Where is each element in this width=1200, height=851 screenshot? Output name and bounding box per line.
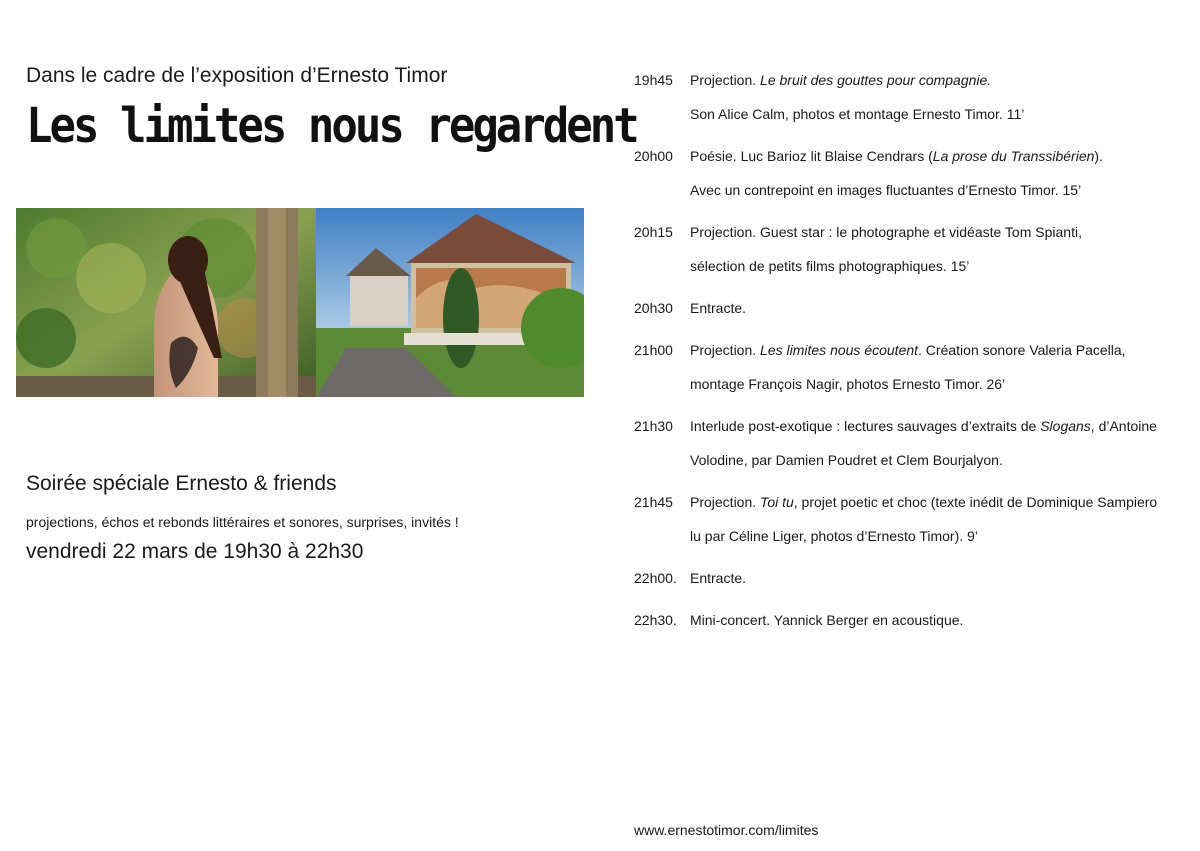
program-text: . Création sonore Valeria Pacella,	[918, 342, 1126, 358]
program-description	[690, 333, 1164, 401]
program-title-italic: Slogans	[1040, 418, 1091, 434]
program-description-line	[690, 63, 1164, 97]
program-text: Projection. Guest star : le photographe et vidéaste Tom Spianti,	[690, 224, 1082, 240]
program-text: Avec un contrepoint en images fluctuantes d’Ernesto Timor. 15’	[690, 182, 1082, 198]
soiree-date: vendredi 22 mars de 19h30 à 22h30	[26, 540, 364, 563]
intro-text: Dans le cadre de l’exposition d’Ernesto Timor	[26, 64, 448, 87]
program-text: Projection.	[690, 494, 761, 510]
program-text: ).	[1094, 148, 1103, 164]
program-title-italic: Les limites nous écoutent	[760, 342, 919, 358]
exhibition-title: Les limites nous regardent	[26, 98, 637, 155]
program-description	[690, 603, 1164, 637]
program-title-italic: Toi tu	[760, 494, 794, 510]
program-text: Mini-concert. Yannick Berger en acoustique.	[690, 612, 964, 628]
website-url[interactable]: www.ernestotimor.com/limites	[634, 822, 819, 838]
program-text: Volodine, par Damien Poudret et Clem Bourjalyon.	[690, 452, 1003, 468]
soiree-subtitle: projections, échos et rebonds littéraires et sonores, surprises, invités !	[26, 514, 459, 530]
program-time: 22h00.	[634, 570, 677, 586]
program-item	[634, 485, 1164, 553]
program-time: 20h30	[634, 300, 673, 316]
program-text: Interlude post-exotique : lectures sauvages d’extraits de	[690, 418, 1041, 434]
program-description	[690, 561, 1164, 595]
program-description-line	[690, 603, 1164, 637]
program-time: 19h45	[634, 72, 673, 88]
program-item	[634, 603, 1164, 637]
program-description	[690, 215, 1164, 283]
program-description	[690, 409, 1164, 477]
program-description-line	[690, 97, 1164, 131]
program-item	[634, 63, 1164, 131]
program-item	[634, 291, 1164, 325]
program-description-line	[690, 173, 1164, 207]
program-description	[690, 139, 1164, 207]
program-item	[634, 409, 1164, 477]
program-description-line	[690, 333, 1164, 367]
program-description-line	[690, 443, 1164, 477]
exhibition-photo-banner	[16, 208, 584, 397]
program-description-line	[690, 519, 1164, 553]
program-time: 21h30	[634, 418, 673, 434]
program-text: , projet poetic et choc (texte inédit de Dominique Sampiero	[793, 494, 1158, 510]
program-description-line	[690, 367, 1164, 401]
soiree-title: Soirée spéciale Ernesto & friends	[26, 472, 337, 495]
program-description	[690, 291, 1164, 325]
program-text: , d’Antoine	[1090, 418, 1157, 434]
program-description-line	[690, 139, 1164, 173]
program-text: Projection.	[690, 342, 761, 358]
program-description	[690, 63, 1164, 131]
program-description-line	[690, 249, 1164, 283]
program-list	[634, 63, 1164, 645]
program-text: Projection.	[690, 72, 761, 88]
program-item	[634, 139, 1164, 207]
program-time: 21h45	[634, 494, 673, 510]
program-time: 22h30.	[634, 612, 677, 628]
program-time: 20h15	[634, 224, 673, 240]
program-title-italic: Le bruit des gouttes pour compagnie.	[760, 72, 992, 88]
program-description	[690, 485, 1164, 553]
program-item	[634, 561, 1164, 595]
program-time: 21h00	[634, 342, 673, 358]
program-time: 20h00	[634, 148, 673, 164]
program-text: Son Alice Calm, photos et montage Ernesto Timor. 11’	[690, 106, 1025, 122]
program-description-line	[690, 409, 1164, 443]
program-description-line	[690, 215, 1164, 249]
program-item	[634, 215, 1164, 283]
program-item	[634, 333, 1164, 401]
program-text: lu par Céline Liger, photos d’Ernesto Timor). 9’	[690, 528, 978, 544]
program-title-italic: La prose du Transsibérien	[932, 148, 1095, 164]
program-text: sélection de petits films photographiques. 15’	[690, 258, 970, 274]
program-description-line	[690, 485, 1164, 519]
program-text: Entracte.	[690, 570, 747, 586]
program-description-line	[690, 291, 1164, 325]
program-text: Poésie. Luc Barioz lit Blaise Cendrars (	[690, 148, 933, 164]
program-text: montage François Nagir, photos Ernesto Timor. 26’	[690, 376, 1006, 392]
program-text: Entracte.	[690, 300, 747, 316]
program-description-line	[690, 561, 1164, 595]
